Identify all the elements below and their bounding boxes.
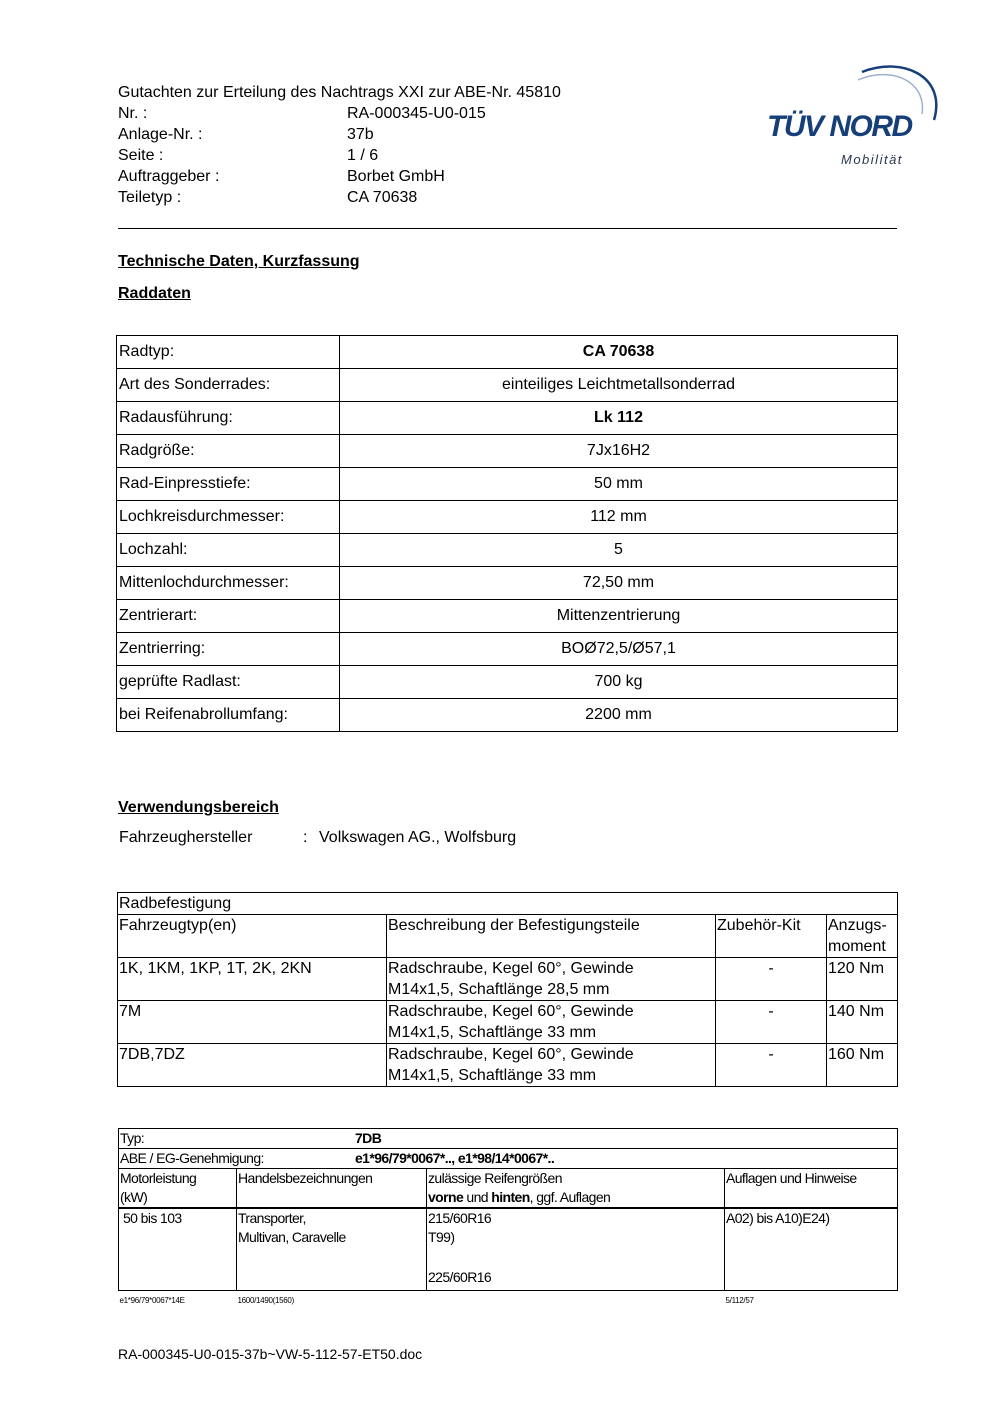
motor-line: Motorleistung bbox=[120, 1170, 197, 1186]
row-value: 72,50 mm bbox=[340, 567, 898, 600]
verwendung-separator: : bbox=[303, 829, 308, 846]
section-verwendungsbereich: Verwendungsbereich bbox=[118, 799, 279, 816]
small-genehmigung: e1*96/79*0067*14E bbox=[119, 1295, 185, 1305]
typ-table bbox=[118, 1128, 898, 1310]
desc-line: M14x1,5, Schaftlänge 33 mm bbox=[388, 1024, 597, 1041]
header-value: 1 / 6 bbox=[347, 147, 379, 164]
hinten-label: hinten bbox=[491, 1189, 530, 1205]
cell-kit: - bbox=[716, 1044, 827, 1087]
header-handelsbezeichnungen: Handelsbezeichnungen bbox=[237, 1169, 427, 1209]
cell-beschreibung bbox=[387, 958, 716, 1001]
cell-fahrzeugtyp: 7M bbox=[118, 1001, 387, 1044]
row-label: Rad-Einpresstiefe: bbox=[117, 468, 340, 501]
row-label: Zentrierart: bbox=[117, 600, 340, 633]
handel-line: Transporter, bbox=[238, 1210, 306, 1226]
header-row-seite bbox=[118, 145, 561, 166]
typ-value: 7DB bbox=[355, 1130, 382, 1146]
table-row bbox=[117, 666, 898, 699]
row-label: geprüfte Radlast: bbox=[117, 666, 340, 699]
header-label: Teiletyp : bbox=[118, 189, 182, 206]
reifen-value: 225/60R16 bbox=[428, 1269, 492, 1285]
verwendung-value: Volkswagen AG., Wolfsburg bbox=[319, 829, 517, 846]
cell-fahrzeugtyp: 7DB,7DZ bbox=[118, 1044, 387, 1087]
header-divider bbox=[118, 228, 897, 229]
raddaten-table bbox=[116, 335, 898, 732]
abe-line bbox=[119, 1149, 898, 1169]
logo-subtitle: Mobilität bbox=[841, 152, 903, 167]
row-value: 7Jx16H2 bbox=[340, 435, 898, 468]
typ-line bbox=[119, 1129, 898, 1149]
table-row bbox=[117, 336, 898, 369]
table-row bbox=[117, 699, 898, 732]
small-empty bbox=[427, 1290, 725, 1310]
vorne-label: vorne bbox=[428, 1189, 464, 1205]
footer-filename: RA-000345-U0-015-37b~VW-5-112-57-ET50.doc bbox=[118, 1346, 423, 1362]
table-header-row bbox=[118, 915, 898, 958]
header-row-anlage bbox=[118, 124, 561, 145]
reifen-value: T99) bbox=[428, 1229, 455, 1245]
cell-reifen bbox=[427, 1208, 725, 1290]
abe-row bbox=[119, 1149, 898, 1169]
section-raddaten: Raddaten bbox=[118, 285, 191, 302]
table-row bbox=[118, 958, 898, 1001]
row-value: CA 70638 bbox=[340, 336, 898, 369]
verwendung-line bbox=[119, 829, 516, 847]
row-label: Lochkreisdurchmesser: bbox=[117, 501, 340, 534]
row-value: Mittenzentrierung bbox=[340, 600, 898, 633]
small-row bbox=[119, 1290, 898, 1310]
typ-row bbox=[119, 1129, 898, 1149]
cell-beschreibung bbox=[387, 1001, 716, 1044]
header-value: RA-000345-U0-015 bbox=[347, 105, 486, 122]
header-value: 37b bbox=[347, 126, 374, 143]
handel-line: Multivan, Caravelle bbox=[238, 1229, 346, 1245]
small-lochkreis: 5/112/57 bbox=[725, 1295, 754, 1305]
header-value: CA 70638 bbox=[347, 189, 418, 206]
auflagen-suffix: , ggf. Auflagen bbox=[529, 1189, 611, 1205]
document-header bbox=[118, 82, 561, 208]
radbefestigung-title: Radbefestigung bbox=[118, 893, 898, 915]
cell-motorleistung: 50 bis 103 bbox=[119, 1208, 237, 1290]
row-value: einteiliges Leichtmetallsonderrad bbox=[340, 369, 898, 402]
abe-label: ABE / EG-Genehmigung: bbox=[120, 1150, 264, 1166]
header-value: Borbet GmbH bbox=[347, 168, 445, 185]
cell-kit: - bbox=[716, 1001, 827, 1044]
reifen-line: zulässige Reifengrößen bbox=[428, 1170, 562, 1186]
row-label: Art des Sonderrades: bbox=[117, 369, 340, 402]
row-label: Radgröße: bbox=[117, 435, 340, 468]
table-row bbox=[117, 534, 898, 567]
table-row bbox=[118, 1001, 898, 1044]
header-row-nr bbox=[118, 103, 561, 124]
motor-line: (kW) bbox=[120, 1189, 148, 1205]
header-motorleistung bbox=[119, 1169, 237, 1209]
header-auflagen: Auflagen und Hinweise bbox=[725, 1169, 898, 1209]
row-label: bei Reifenabrollumfang: bbox=[117, 699, 340, 732]
logo-wordmark: TÜV NORD bbox=[767, 110, 912, 143]
table-row bbox=[117, 468, 898, 501]
table-row bbox=[117, 600, 898, 633]
table-row bbox=[117, 633, 898, 666]
row-value: 700 kg bbox=[340, 666, 898, 699]
header-title: Gutachten zur Erteilung des Nachtrags XXI zur ABE-Nr. 45810 bbox=[118, 84, 561, 101]
table-row bbox=[118, 1044, 898, 1087]
desc-line: M14x1,5, Schaftlänge 28,5 mm bbox=[388, 981, 610, 998]
tuv-nord-logo bbox=[762, 58, 942, 173]
header-row-teiletyp bbox=[118, 187, 561, 208]
table-title-row bbox=[118, 893, 898, 915]
row-label: Mittenlochdurchmesser: bbox=[117, 567, 340, 600]
table-row bbox=[117, 369, 898, 402]
row-label: Zentrierring: bbox=[117, 633, 340, 666]
table-row bbox=[117, 435, 898, 468]
header-moment: moment bbox=[828, 938, 886, 955]
abe-value: e1*96/79*0067*.., e1*98/14*0067*.. bbox=[355, 1150, 555, 1166]
typ-label: Typ: bbox=[120, 1130, 145, 1146]
cell-auflagen: A02) bis A10)E24) bbox=[725, 1208, 898, 1290]
cell-handel bbox=[237, 1208, 427, 1290]
header-label: Auftraggeber : bbox=[118, 168, 220, 185]
section-technische-daten: Technische Daten, Kurzfassung bbox=[118, 253, 360, 270]
small-abmessungen: 1600/1490(1560) bbox=[237, 1295, 294, 1305]
cell-fahrzeugtyp: 1K, 1KM, 1KP, 1T, 2K, 2KN bbox=[118, 958, 387, 1001]
row-value: 5 bbox=[340, 534, 898, 567]
verwendung-label: Fahrzeughersteller bbox=[119, 829, 253, 846]
row-label: Lochzahl: bbox=[117, 534, 340, 567]
table-row bbox=[117, 501, 898, 534]
header-anzugsmoment bbox=[827, 915, 898, 958]
radbefestigung-table bbox=[117, 892, 898, 1087]
cell-kit: - bbox=[716, 958, 827, 1001]
header-fahrzeugtyp: Fahrzeugtyp(en) bbox=[118, 915, 387, 958]
header-row-auftraggeber bbox=[118, 166, 561, 187]
desc-line: Radschraube, Kegel 60°, Gewinde bbox=[388, 1046, 634, 1063]
table-row bbox=[119, 1208, 898, 1290]
reifen-spacer bbox=[428, 1247, 723, 1268]
cell-moment: 140 Nm bbox=[827, 1001, 898, 1044]
header-label: Nr. : bbox=[118, 105, 148, 122]
cell-beschreibung bbox=[387, 1044, 716, 1087]
cell-moment: 160 Nm bbox=[827, 1044, 898, 1087]
row-value: 50 mm bbox=[340, 468, 898, 501]
row-value: 2200 mm bbox=[340, 699, 898, 732]
cell-moment: 120 Nm bbox=[827, 958, 898, 1001]
row-value: 112 mm bbox=[340, 501, 898, 534]
row-label: Radtyp: bbox=[117, 336, 340, 369]
und-label: und bbox=[463, 1189, 492, 1205]
header-zubehoer-kit: Zubehör-Kit bbox=[716, 915, 827, 958]
desc-line: M14x1,5, Schaftlänge 33 mm bbox=[388, 1067, 597, 1084]
header-reifengroessen bbox=[427, 1169, 725, 1209]
header-label: Seite : bbox=[118, 147, 164, 164]
typ-header-row bbox=[119, 1169, 898, 1209]
reifen-value: 215/60R16 bbox=[428, 1210, 492, 1226]
row-value: BOØ72,5/Ø57,1 bbox=[340, 633, 898, 666]
reifen-line bbox=[428, 1188, 723, 1207]
header-label: Anlage-Nr. : bbox=[118, 126, 203, 143]
desc-line: Radschraube, Kegel 60°, Gewinde bbox=[388, 1003, 634, 1020]
header-beschreibung: Beschreibung der Befestigungsteile bbox=[387, 915, 716, 958]
header-anzugs: Anzugs- bbox=[828, 917, 887, 934]
table-row bbox=[117, 567, 898, 600]
row-value: Lk 112 bbox=[340, 402, 898, 435]
desc-line: Radschraube, Kegel 60°, Gewinde bbox=[388, 960, 634, 977]
table-row bbox=[117, 402, 898, 435]
row-label: Radausführung: bbox=[117, 402, 340, 435]
